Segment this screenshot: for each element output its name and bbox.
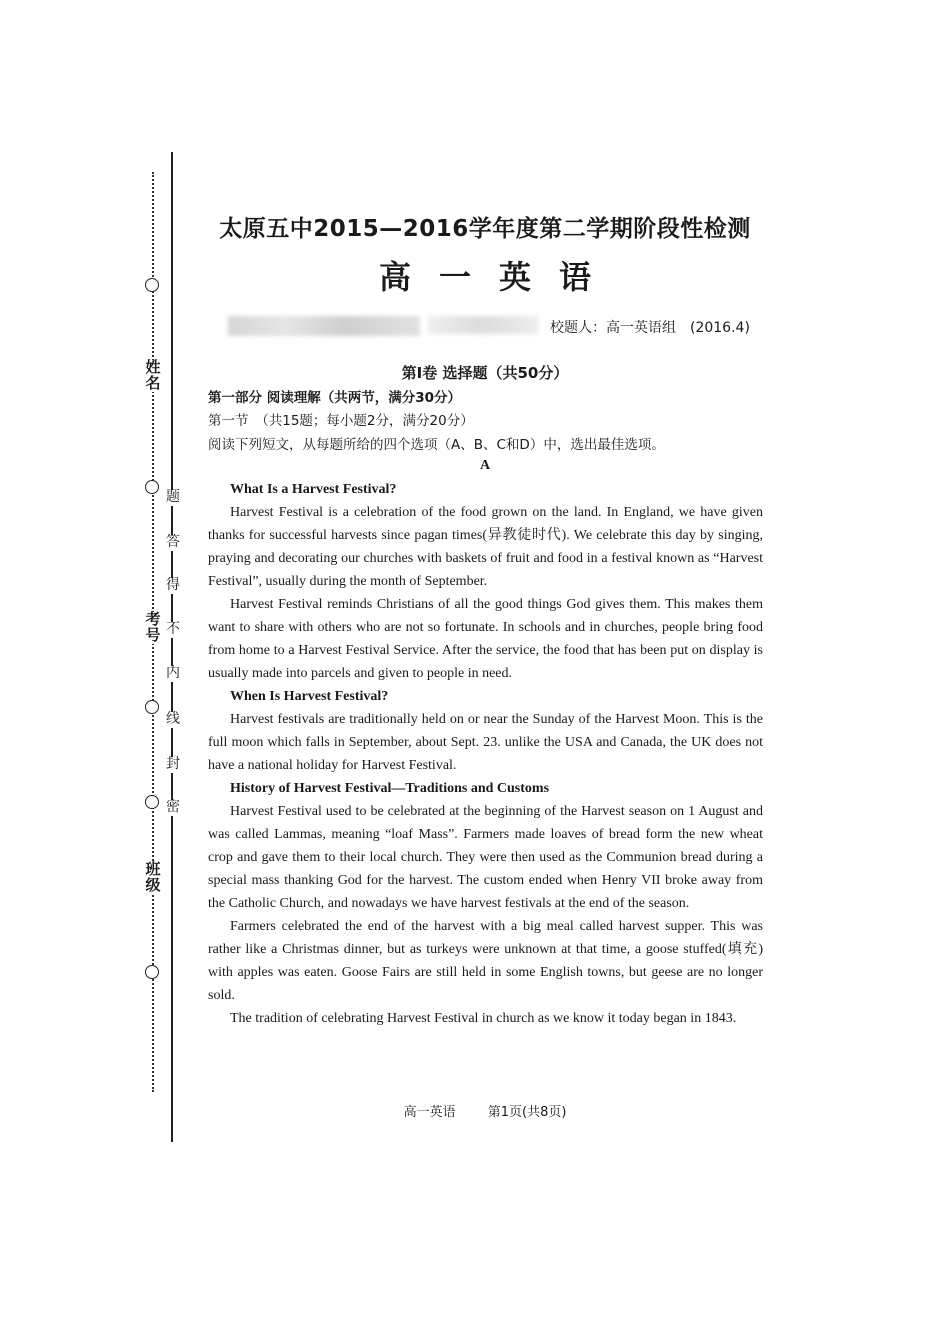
reviewer-line: 校题人：高一英语组 (2016.4) xyxy=(550,320,750,336)
part-heading: 第一部分 阅读理解（共两节，满分30分） xyxy=(208,390,461,406)
subject-title: 高一英语 xyxy=(378,258,619,296)
margin-notice-char: 不 xyxy=(166,622,180,637)
passage-paragraph: Farmers celebrated the end of the harvest with a big meal called harvest supper. This was rather like a Christmas dinner, but as turkeys were unknown at that time, a goose stuffed(填充) with apples was eaten. Goose Fairs are still held in some English towns, but geese are no longer sold. xyxy=(208,919,763,1003)
passage-paragraph: Harvest Festival reminds Christians of all the good things God gives them. This makes them want to share with others who are not so fortunate. In schools and in churches, people bring food from home to a Harvest Festival Service. After the service, the food that has been put on display is usually made into parcels and given to people in need. xyxy=(208,597,763,681)
passage-paragraph: Harvest Festival is a celebration of the food grown on the land. In England, we have given thanks for successful harvests since pagan times(异教徒时代). We celebrate this day by singing, praying and decorating our churches with baskets of fruit and food in a festival known as “Harvest Festival”, usually during the month of September. xyxy=(208,505,763,589)
binding-hole xyxy=(145,700,159,714)
passage-heading: What Is a Harvest Festival? xyxy=(230,482,397,497)
footer-subject: 高一英语 xyxy=(403,1105,456,1120)
margin-notice-char: 题 xyxy=(166,490,180,505)
binding-hole xyxy=(145,795,159,809)
page-footer xyxy=(200,1101,770,1120)
binding-line xyxy=(171,152,173,1142)
binding-hole xyxy=(145,278,159,292)
margin-notice-char: 得 xyxy=(166,578,180,593)
margin-notice-char: 封 xyxy=(166,757,180,772)
instruction: 阅读下列短文，从每题所给的四个选项（A、B、C和D）中，选出最佳选项。 xyxy=(208,437,665,453)
margin-label-exam-number: 考号 xyxy=(145,612,161,644)
exam-title: 太原五中2015—2016学年度第二学期阶段性检测 xyxy=(219,216,751,242)
passage-paragraph: Harvest Festival used to be celebrated at the beginning of the Harvest season on 1 August and was called Lammas, meaning “loaf Mass”. Farmers made loaves of bread form the new wheat crop and gave them to their local church. They were then used as the Communion bread during a special mass thanking God for the harvest. The custom ended when Henry VII broke away from the Catholic Church, and nowadays we have harvest festivals at the end of the season. xyxy=(208,804,763,911)
margin-notice-char: 密 xyxy=(166,800,180,815)
section-title: 第Ⅰ卷 选择题（共50分） xyxy=(401,364,569,382)
margin-notice-char: 线 xyxy=(166,712,180,727)
passage-body xyxy=(208,478,763,1030)
margin-notice-char: 答 xyxy=(166,535,180,550)
binding-hole xyxy=(145,480,159,494)
redacted-author xyxy=(428,316,538,334)
redacted-author xyxy=(228,316,420,336)
passage-paragraph: The tradition of celebrating Harvest Festival in church as we know it today began in 1843. xyxy=(230,1011,737,1026)
margin-label-class: 班级 xyxy=(145,862,161,894)
passage-paragraph: Harvest festivals are traditionally held on or near the Sunday of the Harvest Moon. This is the full moon which falls in September, about Sept. 23. unlike the USA and Canada, the UK does not have a national holiday for Harvest Festival. xyxy=(208,712,763,773)
footer-page-number: 第1页(共8页) xyxy=(487,1105,567,1120)
margin-notice-char: 内 xyxy=(166,666,180,681)
passage-heading: When Is Harvest Festival? xyxy=(230,689,389,704)
margin-label-name: 姓名 xyxy=(145,360,161,392)
passage-label: A xyxy=(479,458,491,473)
binding-hole xyxy=(145,965,159,979)
subsection-heading: 第一节 （共15题；每小题2分，满分20分） xyxy=(208,413,474,429)
passage-heading: History of Harvest Festival—Traditions and Customs xyxy=(230,781,550,796)
